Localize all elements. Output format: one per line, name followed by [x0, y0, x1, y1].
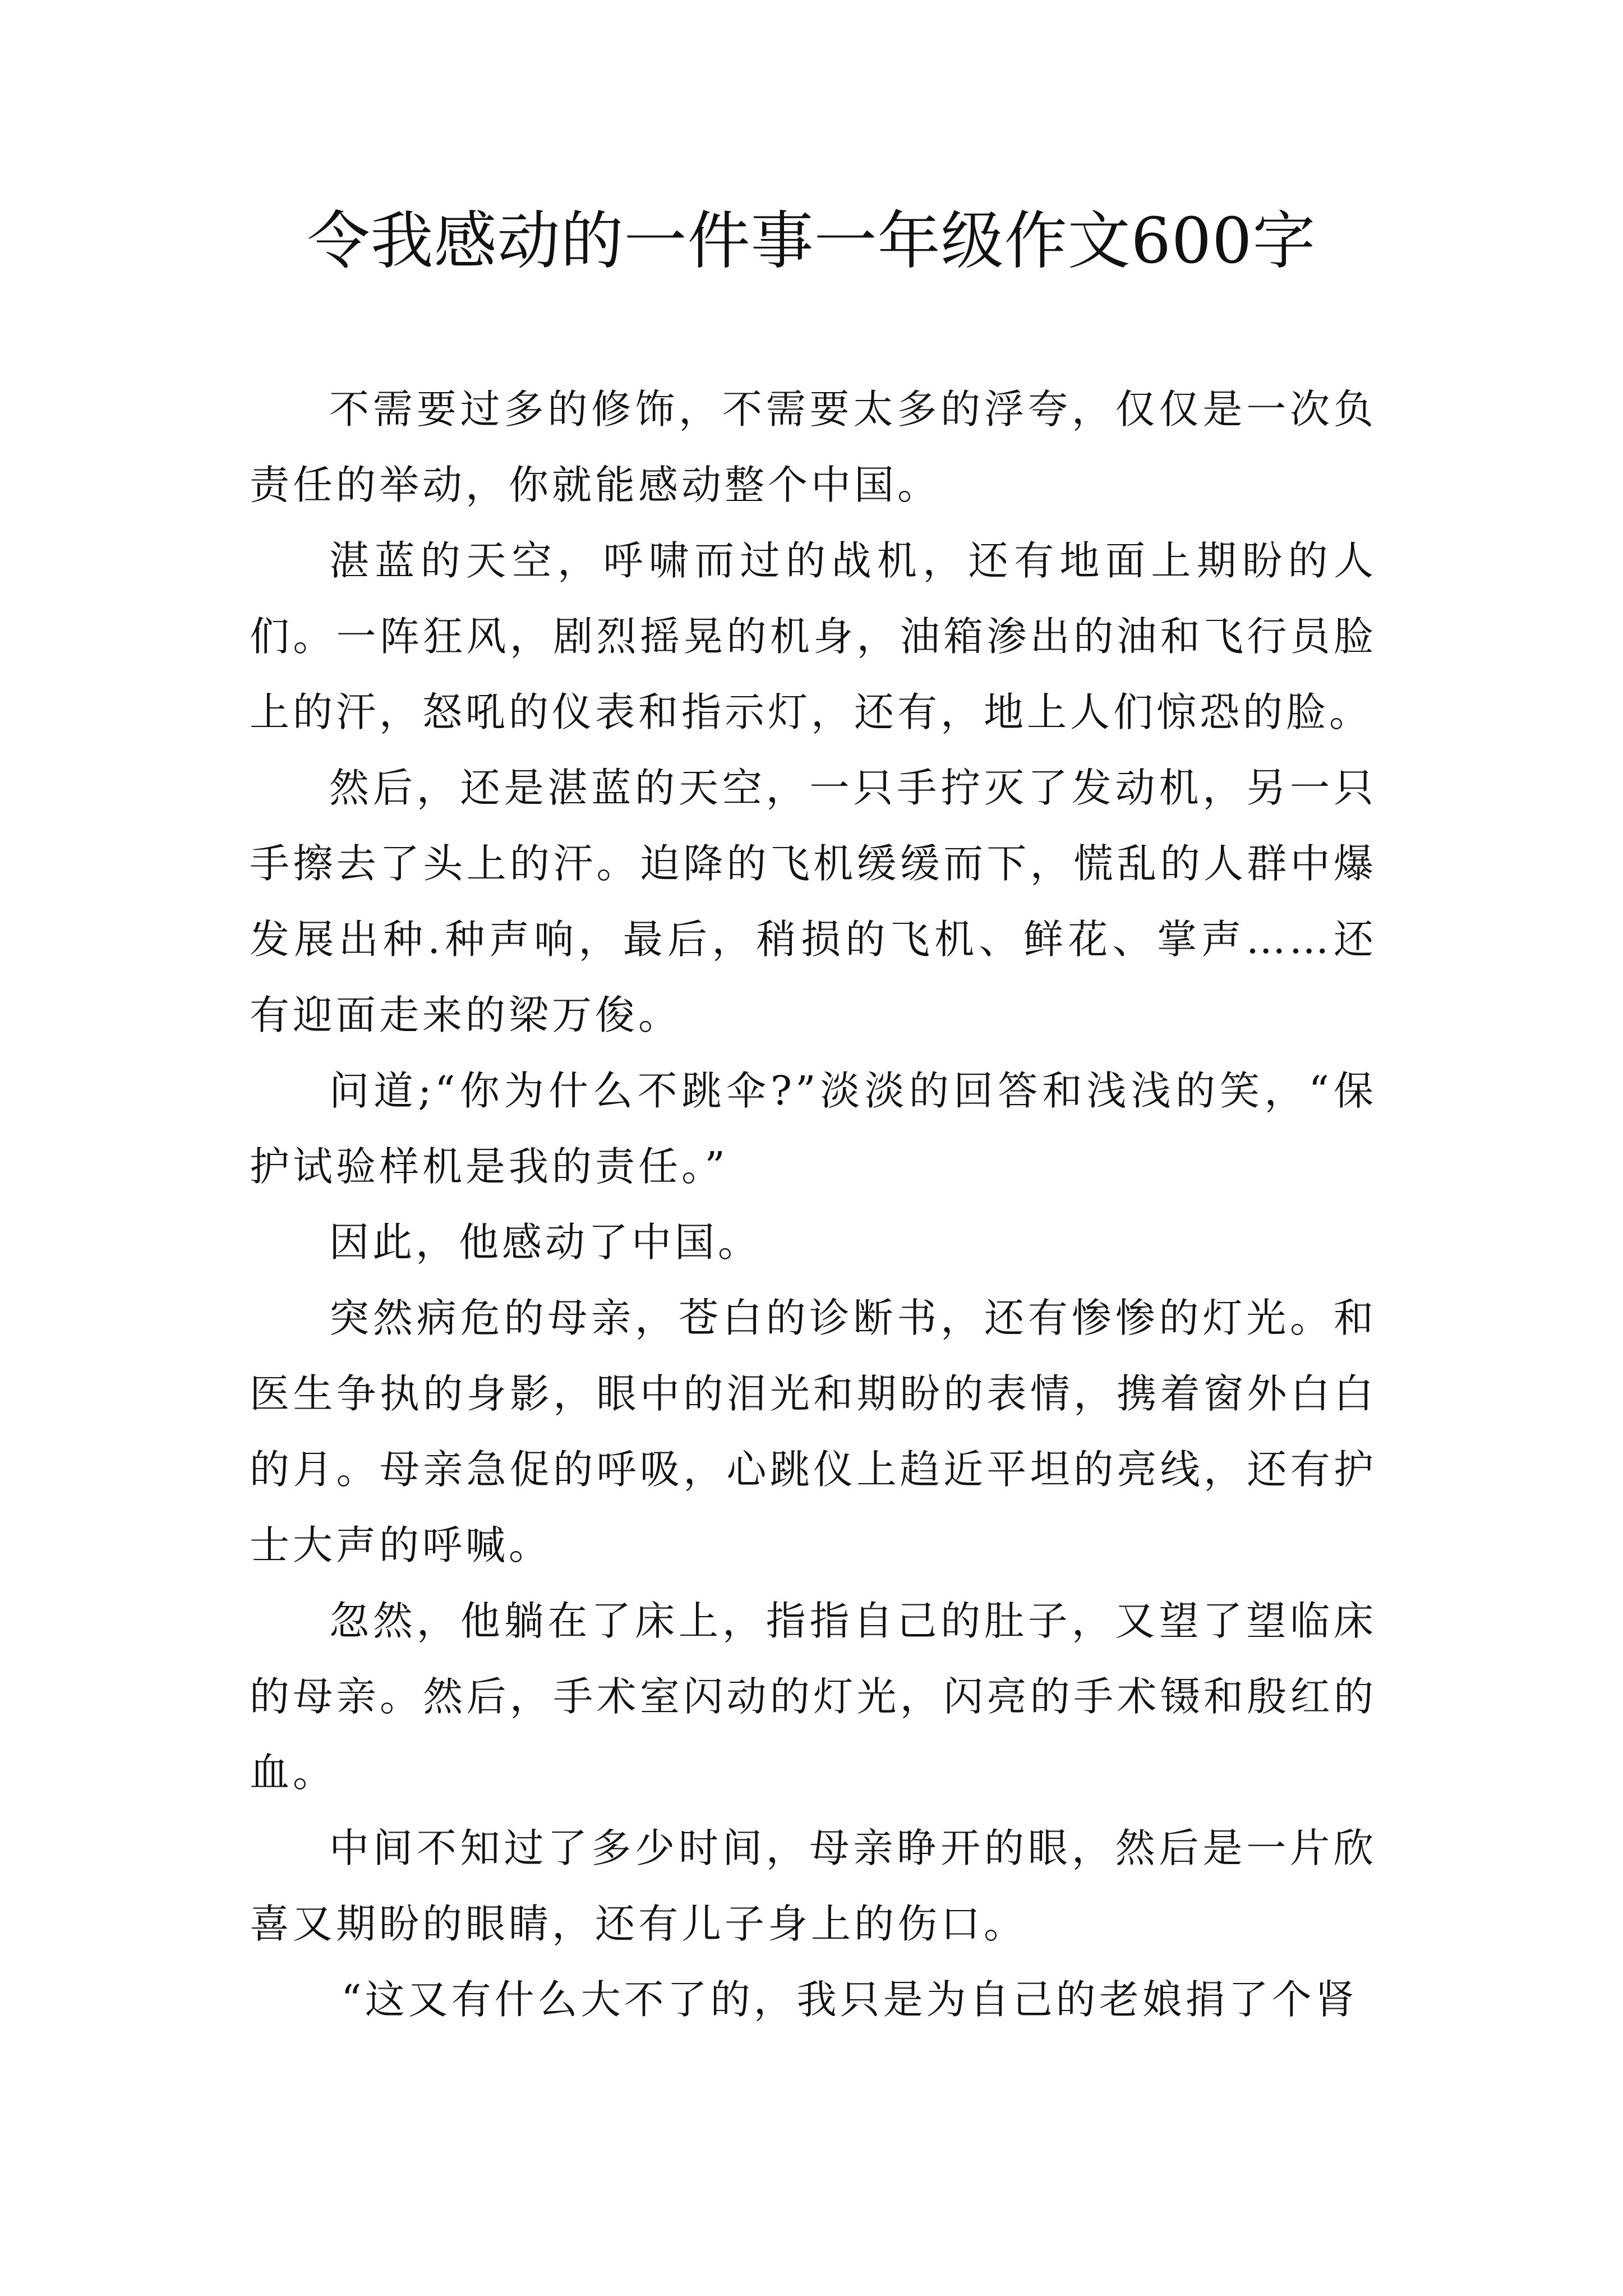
paragraph: “这又有什么大不了的，我只是为自己的老娘捐了个肾 — [341, 1976, 1358, 2023]
document-title: 令我感动的一件事一年级作文600字 — [307, 205, 1316, 278]
paragraph: 问道;“你为什么不跳伞?”淡淡的回答和浅浅的笑，“保护试验样机是我的责任。” — [250, 1068, 1377, 1190]
paragraph: 忽然，他躺在了床上，指指自己的肚子，又望了望临床的母亲。然后，手术室闪动的灯光，闪亮的手术镊和殷红的血。 — [250, 1598, 1377, 1796]
paragraph: 然后，还是湛蓝的天空，一只手拧灭了发动机，另一只手擦去了头上的汗。迫降的飞机缓缓而下，慌乱的人群中爆发展出种.种声响，最后，稍损的飞机、鲜花、掌声……还有迎面走来的梁万俊。 — [250, 765, 1377, 1038]
paragraph: 突然病危的母亲，苍白的诊断书，还有惨惨的灯光。和医生争执的身影，眼中的泪光和期盼的表情，携着窗外白白的月。母亲急促的呼吸，心跳仪上趋近平坦的亮线，还有护士大声的呼喊。 — [250, 1295, 1377, 1568]
paragraph: 不需要过多的修饰，不需要太多的浮夸，仅仅是一次负责任的举动，你就能感动整个中国。 — [250, 386, 1377, 508]
paragraph: 中间不知过了多少时间，母亲睁开的眼，然后是一片欣喜又期盼的眼睛，还有儿子身上的伤口。 — [250, 1825, 1377, 1947]
paragraph: 湛蓝的天空，呼啸而过的战机，还有地面上期盼的人们。一阵狂风，剧烈摇晃的机身，油箱渗出的油和飞行员脸上的汗，怒吼的仪表和指示灯，还有，地上人们惊恐的脸。 — [250, 537, 1377, 735]
document-body — [250, 371, 1377, 2037]
paragraph: 因此，他感动了中国。 — [329, 1219, 762, 1266]
